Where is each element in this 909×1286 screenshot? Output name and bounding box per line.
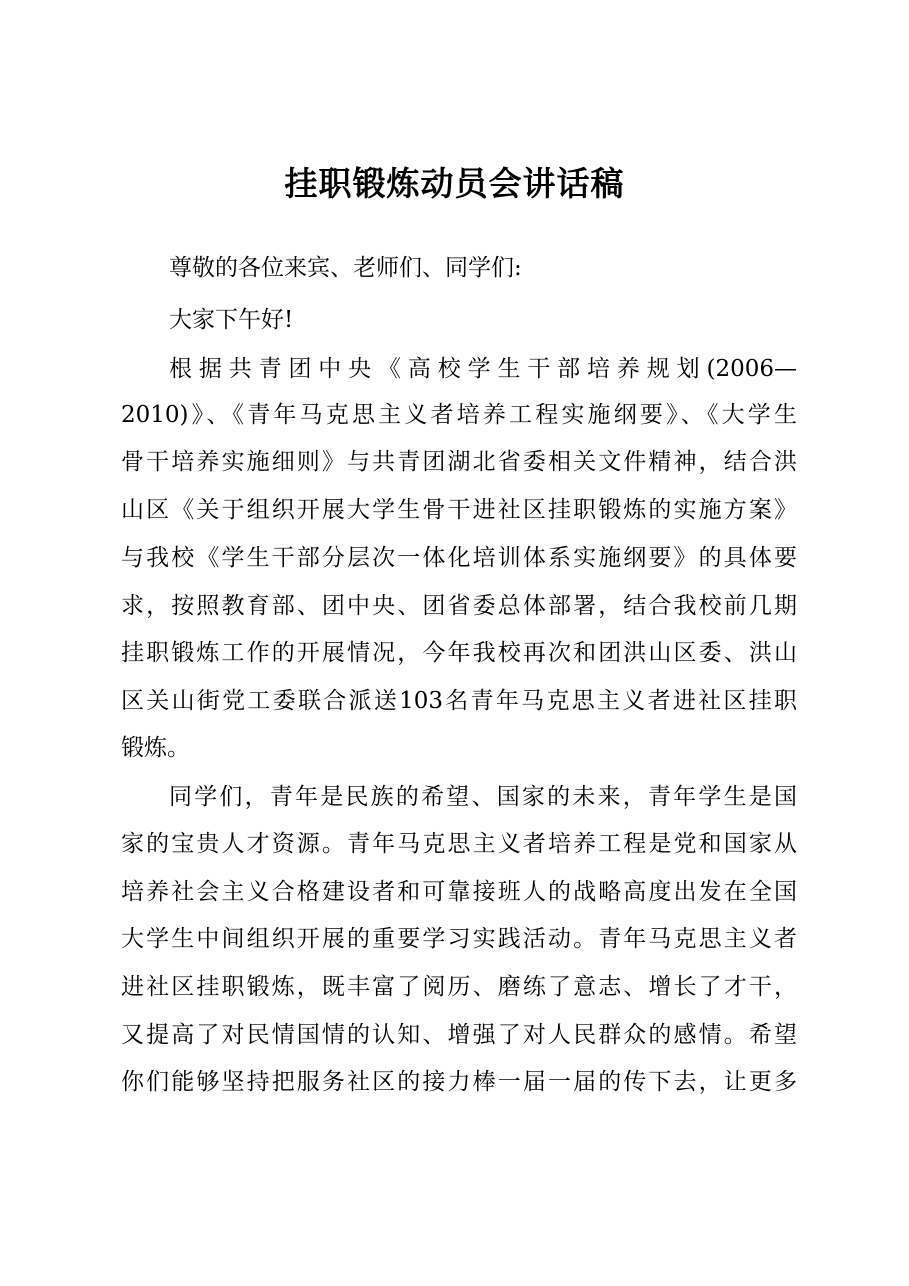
salutation-line: 尊敬的各位来宾、老师们、同学们: [169, 255, 522, 281]
paragraph-line: 同学们，青年是民族的希望、国家的未来，青年学生是国 [169, 784, 797, 810]
greeting-line: 大家下午好! [169, 307, 294, 333]
paragraph-line: 你们能够坚持把服务社区的接力棒一届一届的传下去，让更多 [121, 1069, 797, 1095]
paragraph-line: 挂职锻炼工作的开展情况，今年我校再次和团洪山区委、洪山 [121, 640, 797, 666]
paragraph-line: 骨干培养实施细则》与共青团湖北省委相关文件精神，结合洪 [121, 449, 797, 475]
paragraph-line: 求，按照教育部、团中央、团省委总体部署，结合我校前几期 [121, 593, 797, 619]
paragraph-line: 进社区挂职锻炼，既丰富了阅历、磨练了意志、增长了才干， [121, 974, 797, 1000]
paragraph-line: 2010)》、《青年马克思主义者培养工程实施纲要》、《大学生 [121, 402, 797, 428]
paragraph-line: 大学生中间组织开展的重要学习实践活动。青年马克思主义者 [121, 926, 797, 952]
paragraph-line: 培养社会主义合格建设者和可靠接班人的战略高度出发在全国 [121, 879, 797, 905]
paragraph-line: 区关山街党工委联合派送103名青年马克思主义者进社区挂职 [121, 688, 797, 714]
paragraph-line: 又提高了对民情国情的认知、增强了对人民群众的感情。希望 [121, 1022, 797, 1048]
document-title: 挂职锻炼动员会讲话稿 [284, 164, 625, 203]
paragraph-line: 锻炼。 [121, 735, 190, 761]
paragraph-line: 根据共青团中央《高校学生干部培养规划(2006— [169, 356, 797, 382]
paragraph-line: 山区《关于组织开展大学生骨干进社区挂职锻炼的实施方案》 [121, 497, 797, 523]
paragraph-line: 家的宝贵人才资源。青年马克思主义者培养工程是党和国家从 [121, 831, 797, 857]
paragraph-line: 与我校《学生干部分层次一体化培训体系实施纲要》的具体要 [121, 545, 797, 571]
